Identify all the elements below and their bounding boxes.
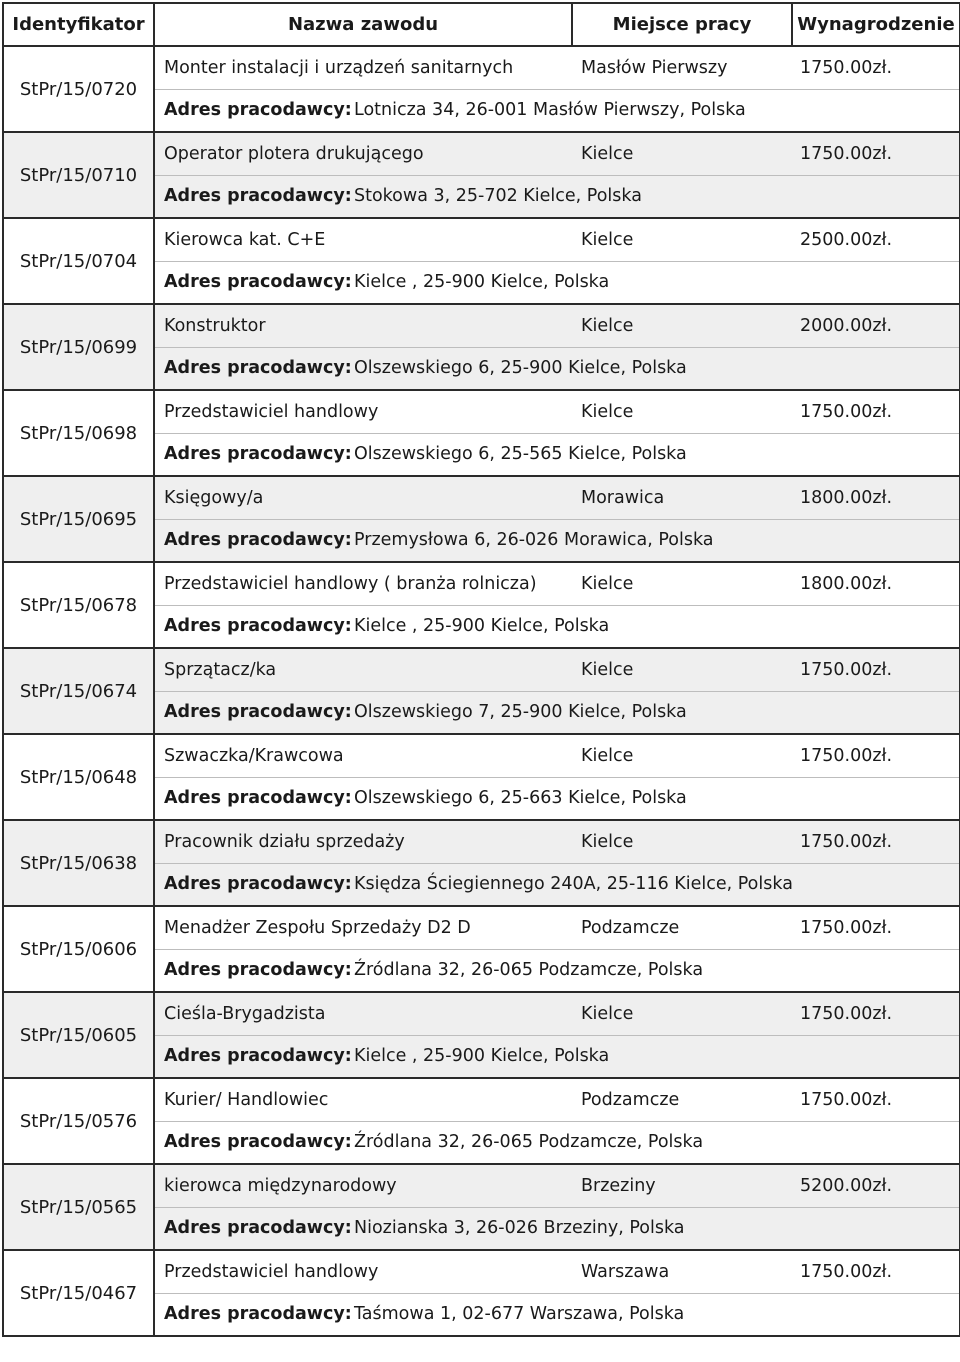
table-row bbox=[3, 304, 960, 390]
employer-address-label: Adres pracodawcy: bbox=[164, 702, 352, 722]
job-details bbox=[154, 1164, 960, 1250]
job-details bbox=[154, 1250, 960, 1336]
employer-address: Kielce , 25-900 Kielce, Polska bbox=[354, 272, 610, 292]
table-row bbox=[3, 820, 960, 906]
job-workplace: Kielce bbox=[581, 746, 634, 766]
job-details bbox=[154, 992, 960, 1078]
employer-address-label: Adres pracodawcy: bbox=[164, 272, 352, 292]
job-name: kierowca międzynarodowy bbox=[164, 1176, 397, 1196]
job-identifier: StPr/15/0674 bbox=[3, 648, 154, 734]
employer-address: Źródlana 32, 26-065 Podzamcze, Polska bbox=[354, 960, 704, 980]
job-name: Cieśla-Brygadzista bbox=[164, 1004, 326, 1024]
employer-address-line bbox=[155, 605, 959, 647]
job-name: Operator plotera drukującego bbox=[164, 144, 424, 164]
employer-address-line bbox=[155, 89, 959, 131]
job-workplace: Warszawa bbox=[581, 1262, 670, 1282]
employer-address-line bbox=[155, 1035, 959, 1077]
employer-address-label: Adres pracodawcy: bbox=[164, 1218, 352, 1238]
job-identifier: StPr/15/0467 bbox=[3, 1250, 154, 1336]
job-details bbox=[154, 562, 960, 648]
job-name: Przedstawiciel handlowy ( branża rolnicza) bbox=[164, 574, 537, 594]
job-workplace: Masłów Pierwszy bbox=[581, 58, 728, 78]
job-workplace: Kielce bbox=[581, 402, 634, 422]
job-details bbox=[154, 46, 960, 132]
job-name: Kurier/ Handlowiec bbox=[164, 1090, 329, 1110]
employer-address-label: Adres pracodawcy: bbox=[164, 960, 352, 980]
employer-address: Olszewskiego 6, 25-565 Kielce, Polska bbox=[354, 444, 687, 464]
job-main-line bbox=[155, 649, 959, 692]
job-main-line bbox=[155, 1165, 959, 1208]
job-main-line bbox=[155, 305, 959, 348]
table-row bbox=[3, 992, 960, 1078]
employer-address: Stokowa 3, 25-702 Kielce, Polska bbox=[354, 186, 642, 206]
table-row bbox=[3, 46, 960, 132]
job-details bbox=[154, 820, 960, 906]
employer-address: Lotnicza 34, 26-001 Masłów Pierwszy, Polska bbox=[354, 100, 746, 120]
header-identifier: Identyfikator bbox=[3, 3, 154, 46]
table-row bbox=[3, 476, 960, 562]
job-details bbox=[154, 390, 960, 476]
table-row bbox=[3, 906, 960, 992]
job-details bbox=[154, 476, 960, 562]
employer-address: Taśmowa 1, 02-677 Warszawa, Polska bbox=[354, 1304, 685, 1324]
employer-address: Przemysłowa 6, 26-026 Morawica, Polska bbox=[354, 530, 714, 550]
employer-address-line bbox=[155, 1293, 959, 1335]
job-main-line bbox=[155, 477, 959, 520]
header-job-name: Nazwa zawodu bbox=[154, 3, 572, 46]
employer-address-label: Adres pracodawcy: bbox=[164, 788, 352, 808]
table-row bbox=[3, 562, 960, 648]
job-salary: 1750.00zł. bbox=[800, 746, 893, 766]
employer-address-line bbox=[155, 691, 959, 733]
job-workplace: Kielce bbox=[581, 144, 634, 164]
employer-address: Źródlana 32, 26-065 Podzamcze, Polska bbox=[354, 1132, 704, 1152]
job-details bbox=[154, 218, 960, 304]
job-main-line bbox=[155, 993, 959, 1036]
employer-address-label: Adres pracodawcy: bbox=[164, 1304, 352, 1324]
employer-address-label: Adres pracodawcy: bbox=[164, 1046, 352, 1066]
job-name: Konstruktor bbox=[164, 316, 266, 336]
employer-address-line bbox=[155, 777, 959, 819]
header-workplace: Miejsce pracy bbox=[572, 3, 792, 46]
job-identifier: StPr/15/0565 bbox=[3, 1164, 154, 1250]
job-details bbox=[154, 132, 960, 218]
job-name: Pracownik działu sprzedaży bbox=[164, 832, 405, 852]
job-identifier: StPr/15/0710 bbox=[3, 132, 154, 218]
job-workplace: Kielce bbox=[581, 574, 634, 594]
job-salary: 1800.00zł. bbox=[800, 574, 893, 594]
employer-address-label: Adres pracodawcy: bbox=[164, 186, 352, 206]
job-salary: 1750.00zł. bbox=[800, 1262, 893, 1282]
job-name: Menadżer Zespołu Sprzedaży D2 D bbox=[164, 918, 471, 938]
employer-address: Olszewskiego 6, 25-900 Kielce, Polska bbox=[354, 358, 687, 378]
job-salary: 2500.00zł. bbox=[800, 230, 893, 250]
job-name: Kierowca kat. C+E bbox=[164, 230, 326, 250]
header-salary: Wynagrodzenie bbox=[792, 3, 960, 46]
job-name: Przedstawiciel handlowy bbox=[164, 402, 379, 422]
employer-address-label: Adres pracodawcy: bbox=[164, 444, 352, 464]
table-row bbox=[3, 132, 960, 218]
employer-address: Kielce , 25-900 Kielce, Polska bbox=[354, 1046, 610, 1066]
employer-address-line bbox=[155, 175, 959, 217]
table-row bbox=[3, 218, 960, 304]
job-main-line bbox=[155, 47, 959, 90]
job-workplace: Podzamcze bbox=[581, 1090, 680, 1110]
table-row bbox=[3, 1078, 960, 1164]
job-salary: 1750.00zł. bbox=[800, 402, 893, 422]
job-salary: 5200.00zł. bbox=[800, 1176, 893, 1196]
job-name: Monter instalacji i urządzeń sanitarnych bbox=[164, 58, 514, 78]
job-name: Księgowy/a bbox=[164, 488, 264, 508]
table-row bbox=[3, 1250, 960, 1336]
job-main-line bbox=[155, 907, 959, 950]
job-identifier: StPr/15/0720 bbox=[3, 46, 154, 132]
job-main-line bbox=[155, 821, 959, 864]
employer-address-line bbox=[155, 949, 959, 991]
employer-address-label: Adres pracodawcy: bbox=[164, 1132, 352, 1152]
job-identifier: StPr/15/0678 bbox=[3, 562, 154, 648]
job-salary: 1750.00zł. bbox=[800, 58, 893, 78]
job-details bbox=[154, 906, 960, 992]
job-salary: 2000.00zł. bbox=[800, 316, 893, 336]
job-main-line bbox=[155, 1251, 959, 1294]
job-main-line bbox=[155, 735, 959, 778]
job-salary: 1750.00zł. bbox=[800, 1090, 893, 1110]
table-row bbox=[3, 390, 960, 476]
job-workplace: Brzeziny bbox=[581, 1176, 656, 1196]
job-main-line bbox=[155, 133, 959, 176]
job-salary: 1750.00zł. bbox=[800, 144, 893, 164]
employer-address-label: Adres pracodawcy: bbox=[164, 100, 352, 120]
job-workplace: Kielce bbox=[581, 1004, 634, 1024]
employer-address-line bbox=[155, 863, 959, 905]
employer-address-line bbox=[155, 347, 959, 389]
table-body bbox=[3, 46, 960, 1336]
job-name: Sprzątacz/ka bbox=[164, 660, 277, 680]
employer-address-line bbox=[155, 261, 959, 303]
employer-address: Niozianska 3, 26-026 Brzeziny, Polska bbox=[354, 1218, 685, 1238]
job-workplace: Kielce bbox=[581, 316, 634, 336]
job-salary: 1800.00zł. bbox=[800, 488, 893, 508]
job-main-line bbox=[155, 1079, 959, 1122]
job-details bbox=[154, 734, 960, 820]
job-identifier: StPr/15/0638 bbox=[3, 820, 154, 906]
job-main-line bbox=[155, 219, 959, 262]
job-workplace: Kielce bbox=[581, 832, 634, 852]
table-header-row bbox=[3, 3, 960, 46]
job-details bbox=[154, 304, 960, 390]
job-identifier: StPr/15/0704 bbox=[3, 218, 154, 304]
job-name: Szwaczka/Krawcowa bbox=[164, 746, 344, 766]
job-details bbox=[154, 1078, 960, 1164]
employer-address: Olszewskiego 6, 25-663 Kielce, Polska bbox=[354, 788, 687, 808]
job-details bbox=[154, 648, 960, 734]
job-salary: 1750.00zł. bbox=[800, 1004, 893, 1024]
employer-address-label: Adres pracodawcy: bbox=[164, 358, 352, 378]
employer-address-line bbox=[155, 433, 959, 475]
job-workplace: Podzamcze bbox=[581, 918, 680, 938]
job-identifier: StPr/15/0648 bbox=[3, 734, 154, 820]
table-row bbox=[3, 648, 960, 734]
employer-address-line bbox=[155, 1121, 959, 1163]
job-identifier: StPr/15/0606 bbox=[3, 906, 154, 992]
employer-address: Olszewskiego 7, 25-900 Kielce, Polska bbox=[354, 702, 687, 722]
job-salary: 1750.00zł. bbox=[800, 918, 893, 938]
job-workplace: Kielce bbox=[581, 230, 634, 250]
job-main-line bbox=[155, 391, 959, 434]
employer-address-line bbox=[155, 1207, 959, 1249]
job-salary: 1750.00zł. bbox=[800, 832, 893, 852]
job-identifier: StPr/15/0605 bbox=[3, 992, 154, 1078]
job-salary: 1750.00zł. bbox=[800, 660, 893, 680]
employer-address-label: Adres pracodawcy: bbox=[164, 530, 352, 550]
job-workplace: Kielce bbox=[581, 660, 634, 680]
job-identifier: StPr/15/0698 bbox=[3, 390, 154, 476]
job-main-line bbox=[155, 563, 959, 606]
job-identifier: StPr/15/0576 bbox=[3, 1078, 154, 1164]
employer-address-line bbox=[155, 519, 959, 561]
employer-address: Kielce , 25-900 Kielce, Polska bbox=[354, 616, 610, 636]
employer-address: Księdza Ściegiennego 240A, 25-116 Kielce, Polska bbox=[354, 874, 793, 894]
table-row bbox=[3, 734, 960, 820]
job-identifier: StPr/15/0695 bbox=[3, 476, 154, 562]
job-offers-table bbox=[2, 2, 960, 1337]
job-workplace: Morawica bbox=[581, 488, 665, 508]
table-row bbox=[3, 1164, 960, 1250]
employer-address-label: Adres pracodawcy: bbox=[164, 616, 352, 636]
employer-address-label: Adres pracodawcy: bbox=[164, 874, 352, 894]
job-name: Przedstawiciel handlowy bbox=[164, 1262, 379, 1282]
job-identifier: StPr/15/0699 bbox=[3, 304, 154, 390]
